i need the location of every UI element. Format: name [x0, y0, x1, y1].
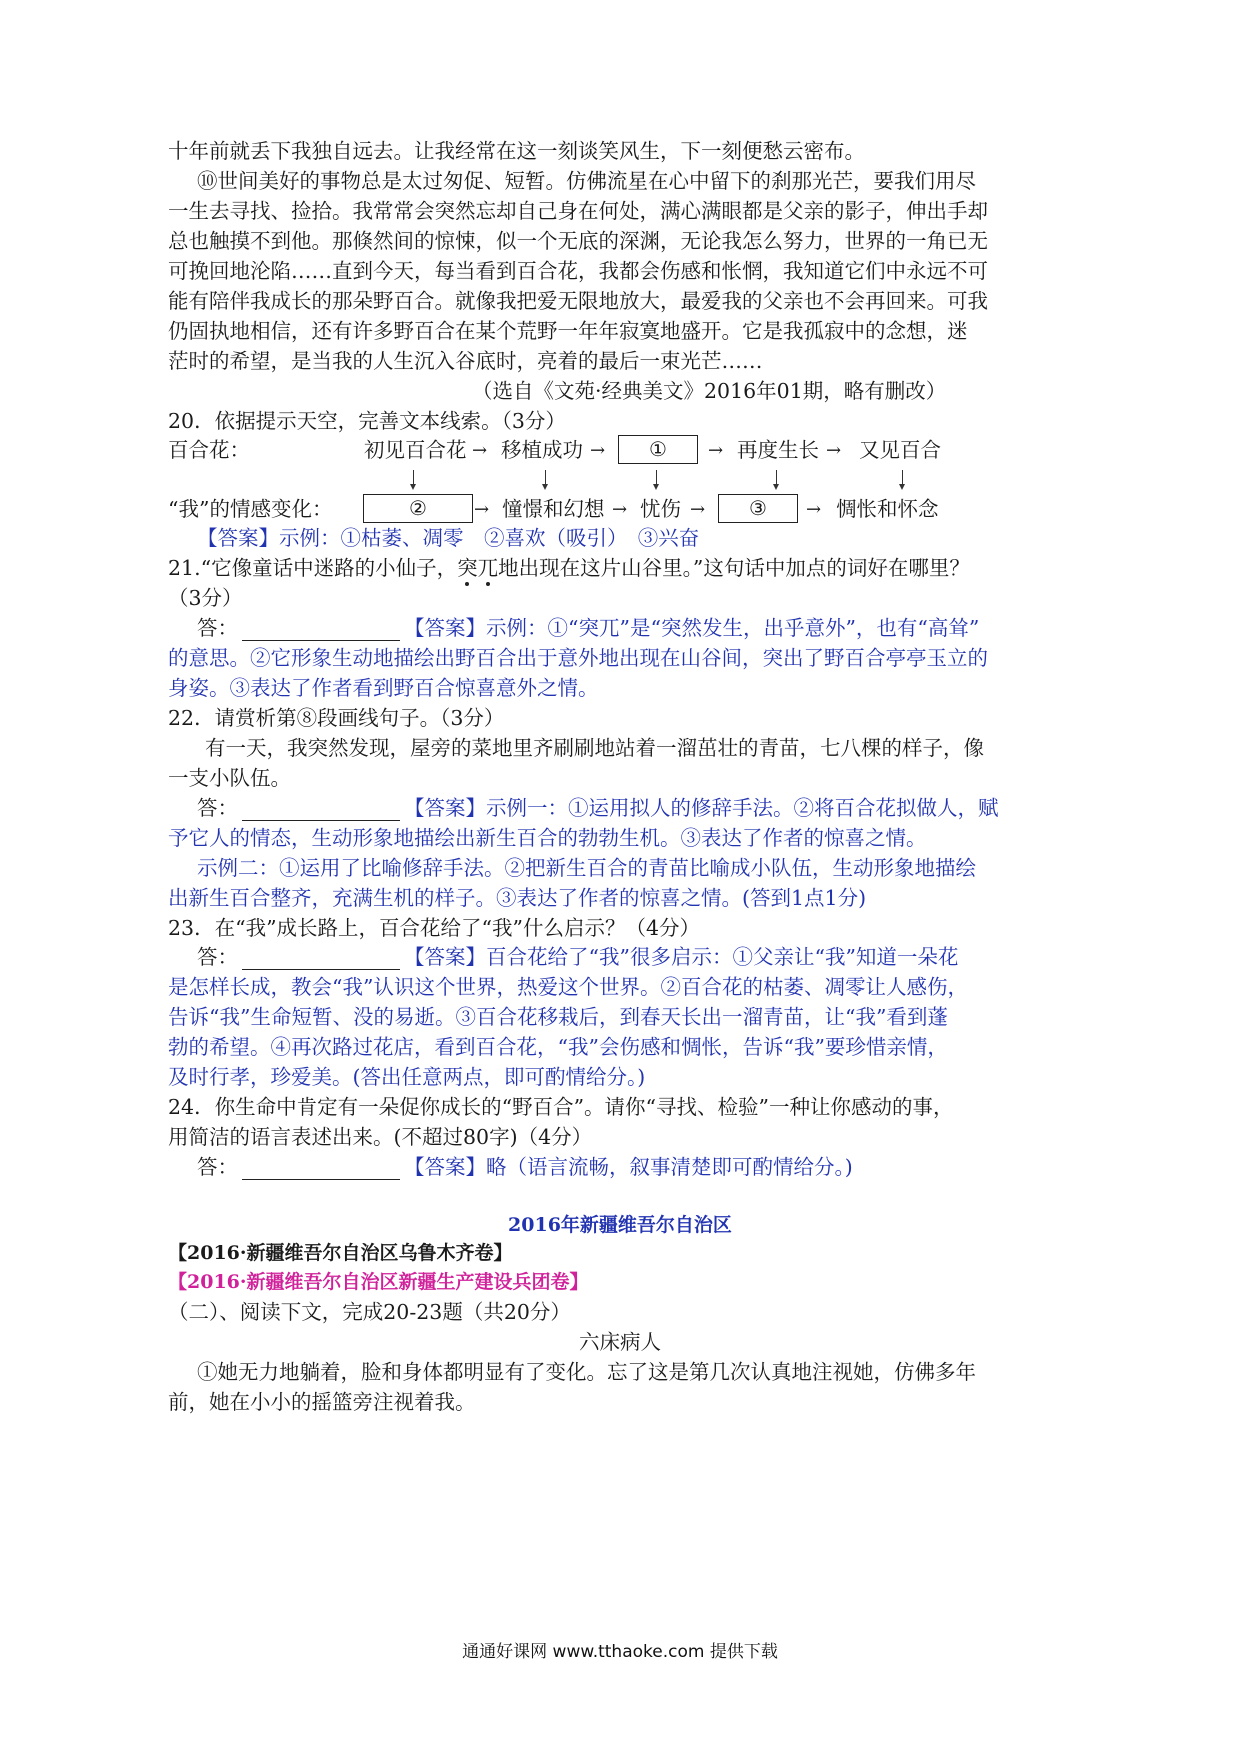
answer-label: 答：	[197, 796, 238, 820]
passage-line: 十年前就丢下我独自远去。让我经常在这一刻谈笑风生，下一刻便愁云密布。	[168, 139, 865, 163]
question-23-answer-line	[197, 944, 958, 970]
question-22-quote: 有一天，我突然发现，屋旁的菜地里齐刷刷地站着一溜茁壮的青苗，七八棵的样子，像	[205, 736, 984, 760]
flow-node-melancholy: 惆怅和怀念	[836, 497, 939, 521]
answer-blank[interactable]	[242, 1155, 400, 1180]
exam-label-highlight: 【2016·新疆维吾尔自治区新疆生产建设兵团卷】	[168, 1271, 589, 1293]
arrow-right-icon: →	[474, 499, 490, 520]
arrow-right-icon: →	[590, 440, 606, 461]
answer-text: 勃的希望。④再次路过花店，看到百合花，“我”会伤感和惆怅，告诉“我”要珍惜亲情，	[168, 1035, 948, 1059]
arrow-down-icon	[656, 470, 657, 486]
flow-blank-box-1: ①	[618, 435, 698, 464]
answer-text: 出新生百合整齐，充满生机的样子。③表达了作者的惊喜之情。(答到1点1分)	[168, 886, 867, 910]
question-22-answer-line	[197, 795, 999, 821]
story-title: 六床病人	[579, 1330, 661, 1354]
question-22-title: 22．请赏析第⑧段画线句子。（3分）	[168, 706, 505, 730]
answer-text: 示例二：①运用了比喻修辞手法。②把新生百合的青苗比喻成小队伍，生动形象地描绘	[197, 856, 976, 880]
arrow-down-icon	[902, 470, 903, 486]
question-20-answer: 【答案】示例：①枯萎、凋零 ②喜欢（吸引） ③兴奋	[197, 526, 700, 550]
emphasized-word: 突兀	[457, 556, 499, 580]
answer-blank[interactable]	[242, 796, 400, 821]
arrow-right-icon: →	[690, 499, 706, 520]
question-20-title: 20．依据提示天空，完善文本线索。（3分）	[168, 409, 566, 433]
story-paragraph: 前，她在小小的摇篮旁注视着我。	[168, 1390, 476, 1414]
emphasis-dot	[465, 582, 469, 586]
flow-node-regrow: 再度生长	[737, 438, 819, 462]
answer-text: 予它人的情态，生动形象地描绘出新生百合的勃勃生机。③表达了作者的惊喜之情。	[168, 826, 927, 850]
arrow-right-icon: →	[472, 440, 488, 461]
answer-blank[interactable]	[242, 945, 400, 970]
flow-node-first-sight: 初见百合花	[364, 438, 467, 462]
passage-line: 能有陪伴我成长的那朵野百合。就像我把爱无限地放大，最爱我的父亲也不会再回来。可我	[168, 289, 988, 313]
answer-text: 的意思。②它形象生动地描绘出野百合出于意外地出现在山谷间，突出了野百合亭亭玉立的	[168, 646, 988, 670]
answer-text: 【答案】百合花给了“我”很多启示：①父亲让“我”知道一朵花	[404, 945, 959, 969]
passage-line: 仍固执地相信，还有许多野百合在某个荒野一年年寂寞地盛开。它是我孤寂中的念想，迷	[168, 319, 968, 343]
passage-source: （选自《文苑·经典美文》2016年01期，略有删改）	[472, 379, 947, 403]
question-22-quote: 一支小队伍。	[168, 766, 291, 790]
answer-text: 身姿。③表达了作者看到野百合惊喜意外之情。	[168, 676, 599, 700]
section-heading: 2016年新疆维吾尔自治区	[508, 1214, 732, 1236]
exam-label: 【2016·新疆维吾尔自治区乌鲁木齐卷】	[168, 1242, 513, 1264]
flow-blank-box-3: ③	[718, 494, 798, 523]
answer-label: 答：	[197, 945, 238, 969]
story-paragraph: ①她无力地躺着，脸和身体都明显有了变化。忘了这是第几次认真地注视她，仿佛多年	[197, 1360, 976, 1384]
answer-text: 是怎样长成，教会“我”认识这个世界，热爱这个世界。②百合花的枯萎、凋零让人感伤，	[168, 975, 968, 999]
question-21-title-part: 地出现在这片山谷里。”这句话中加点的词好在哪里？	[498, 556, 970, 580]
flow-node-hope: 憧憬和幻想	[502, 497, 605, 521]
flow-row2-label: “我”的情感变化：	[168, 497, 333, 521]
flow-node-sad: 忧伤	[640, 497, 681, 521]
flow-node-see-again: 又见百合	[859, 438, 941, 462]
question-24-title: 用简洁的语言表述出来。(不超过80字)（4分）	[168, 1125, 593, 1149]
passage-line: 可挽回地沦陷……直到今天，每当看到百合花，我都会伤感和怅惘，我知道它们中永远不可	[168, 259, 988, 283]
emphasis-dot	[486, 582, 490, 586]
passage-line: 总也触摸不到他。那倏然间的惊悚，似一个无底的深渊，无论我怎么努力，世界的一角已无	[168, 229, 988, 253]
passage-line: 茫时的希望，是当我的人生沉入谷底时，亮着的最后一束光芒……	[168, 349, 763, 373]
answer-text: 告诉“我”生命短暂、没的易逝。③百合花移栽后，到春天长出一溜青苗，让“我”看到蓬	[168, 1005, 948, 1029]
question-24-answer-line	[197, 1154, 853, 1180]
arrow-down-icon	[776, 470, 777, 486]
dotted-emphasis-word	[457, 556, 498, 580]
flow-row1-label: 百合花：	[168, 438, 250, 462]
arrow-down-icon	[545, 470, 546, 486]
arrow-right-icon: →	[806, 499, 822, 520]
question-21-title	[168, 555, 970, 581]
question-23-title: 23．在“我”成长路上，百合花给了“我”什么启示？（4分）	[168, 916, 701, 940]
passage-paragraph-10-line: ⑩世间美好的事物总是太过匆促、短暂。仿佛流星在心中留下的刹那光芒，要我们用尽	[197, 169, 976, 193]
passage-line: 一生去寻找、捡拾。我常常会突然忘却自己身在何处，满心满眼都是父亲的影子，伸出手却	[168, 199, 988, 223]
arrow-right-icon: →	[708, 440, 724, 461]
flow-node-transplant: 移植成功	[501, 438, 583, 462]
arrow-right-icon: →	[612, 499, 628, 520]
answer-text: 【答案】示例：①“突兀”是“突然发生，出乎意外”，也有“高耸”	[404, 616, 980, 640]
page-footer: 通通好课网 www.tthaoke.com 提供下载	[462, 1642, 778, 1662]
question-21-title-part: 21.“它像童话中迷路的小仙子，	[168, 556, 458, 580]
answer-text: 【答案】示例一：①运用拟人的修辞手法。②将百合花拟做人，赋	[404, 796, 999, 820]
answer-text: 及时行孝，珍爱美。(答出任意两点，即可酌情给分。)	[168, 1065, 646, 1089]
question-21-answer-line	[197, 615, 979, 641]
question-21-points: （3分）	[168, 586, 243, 610]
answer-text: 【答案】略（语言流畅，叙事清楚即可酌情给分。)	[404, 1155, 853, 1179]
arrow-down-icon	[413, 470, 414, 486]
answer-blank[interactable]	[242, 616, 400, 641]
reading-instructions: （二）、阅读下文，完成20-23题（共20分）	[168, 1300, 571, 1324]
answer-label: 答：	[197, 1155, 238, 1179]
answer-label: 答：	[197, 616, 238, 640]
question-24-title: 24．你生命中肯定有一朵促你成长的“野百合”。请你“寻找、检验”一种让你感动的事，	[168, 1095, 954, 1119]
arrow-right-icon: →	[826, 440, 842, 461]
flow-blank-box-2: ②	[363, 494, 473, 523]
